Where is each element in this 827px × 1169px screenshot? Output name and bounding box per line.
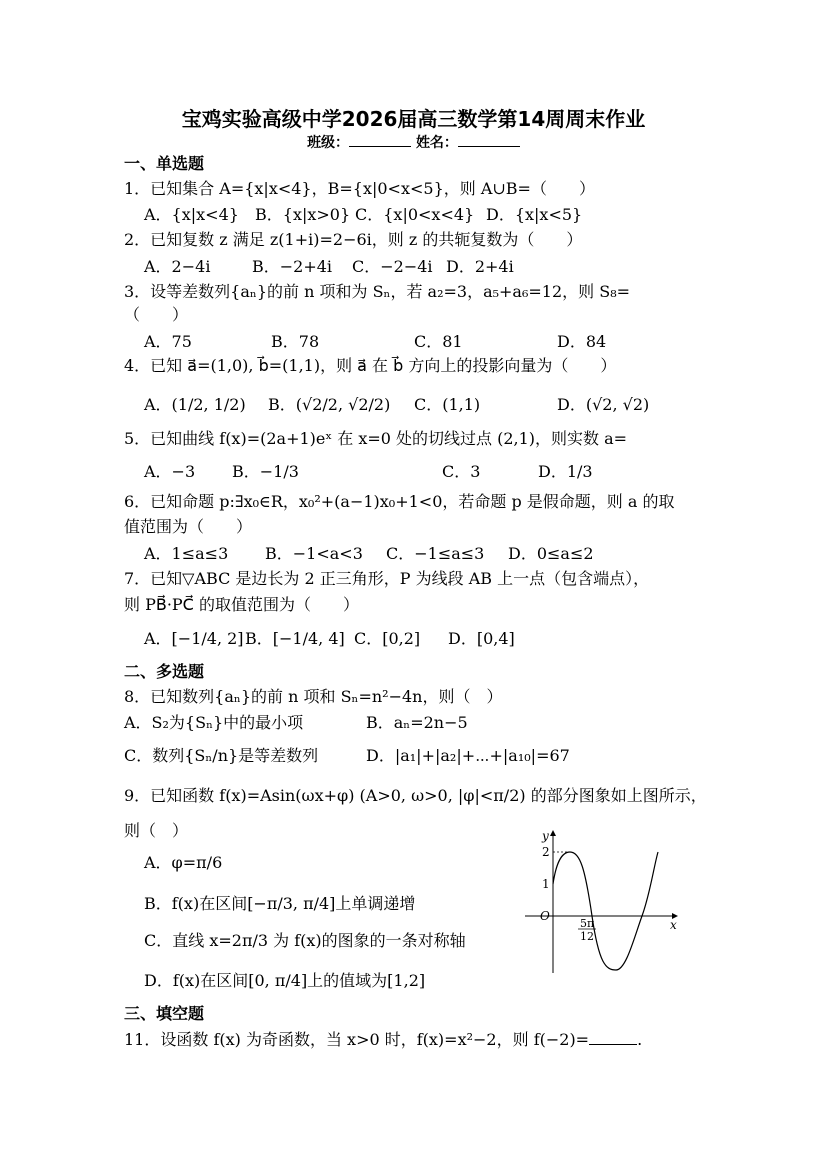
q1-option-b: B．{x|x>0}: [255, 205, 351, 224]
q7-option-d: D．[0,4]: [448, 629, 515, 648]
student-info: [0, 132, 827, 153]
x-axis-label: x: [670, 918, 677, 932]
q3-option-c: C．81: [414, 332, 463, 351]
q4-option-c: C．(1,1): [414, 395, 481, 414]
section-heading-single: 一、单选题: [124, 154, 205, 173]
q3-option-a: A．75: [144, 332, 192, 351]
y-tick-2: 2: [542, 845, 550, 859]
q9-option-d: D．f(x)在区间[0, π/4]上的值域为[1,2]: [144, 971, 426, 990]
name-label: 姓名：: [415, 135, 458, 151]
q8-option-c: C．数列{Sₙ/n}是等差数列: [124, 746, 319, 765]
q5-option-b: B．−1/3: [232, 462, 299, 481]
q9-option-b: B．f(x)在区间[−π/3, π/4]上单调递增: [144, 894, 416, 913]
q6-stem-cont: 值范围为（ ）: [124, 517, 253, 536]
x-tick-numerator: 5π: [580, 917, 595, 930]
page-title: 宝鸡实验高级中学2026届高三数学第14周周末作业: [181, 107, 646, 131]
q8-option-d: D．|a₁|+|a₂|+⋯+|a₁₀|=67: [366, 746, 570, 765]
q1-option-a: A．{x|x<4}: [144, 205, 239, 224]
q1-option-c: C．{x|0<x<4}: [355, 205, 475, 224]
q5-option-a: A．−3: [144, 462, 196, 481]
q9-option-c: C．直线 x=2π/3 为 f(x)的图象的一条对称轴: [144, 931, 466, 950]
q5-option-d: D．1/3: [538, 462, 593, 481]
q6-option-d: D．0≤a≤2: [508, 544, 594, 563]
q7-option-a: A．[−1/4, 2]: [144, 629, 244, 648]
q7-stem: 7．已知▽ABC 是边长为 2 正三角形，P 为线段 AB 上一点（包含端点），: [124, 569, 650, 588]
q3-option-b: B．78: [271, 332, 320, 351]
sine-graph: [520, 828, 680, 978]
q4-option-a: A．(1/2, 1/2): [144, 395, 246, 414]
q4-option-b: B．(√2/2, √2/2): [268, 395, 391, 414]
q2-option-c: C．−2−4i: [352, 257, 433, 276]
y-axis-arrow-icon: [550, 830, 556, 836]
q2-option-d: D．2+4i: [446, 257, 514, 276]
q2-option-b: B．−2+4i: [252, 257, 333, 276]
q11-answer-blank[interactable]: [589, 1030, 637, 1045]
q3-stem-cont: （ ）: [124, 305, 189, 324]
q6-option-b: B．−1<a<3: [265, 544, 363, 563]
q1-stem: 1．已知集合 A={x|x<4}，B={x|0<x<5}，则 A∪B=（ ）: [124, 179, 595, 198]
sine-curve: [553, 852, 658, 970]
q5-option-c: C．3: [442, 462, 481, 481]
q7-option-c: C．[0,2]: [354, 629, 421, 648]
x-tick-denominator: 12: [580, 930, 594, 943]
class-blank[interactable]: [349, 132, 411, 147]
name-blank[interactable]: [458, 132, 520, 147]
q8-option-b: B．aₙ=2n−5: [366, 713, 468, 732]
q6-option-a: A．1≤a≤3: [144, 544, 229, 563]
y-tick-1: 1: [542, 877, 550, 891]
section-heading-multi: 二、多选题: [124, 662, 205, 681]
q11-stem: [124, 1029, 642, 1051]
section-heading-fill: 三、填空题: [124, 1004, 205, 1023]
q3-option-d: D．84: [557, 332, 607, 351]
q9-stem: 9．已知函数 f(x)=Asin(ωx+φ) (A>0, ω>0, |φ|<π/2) 的部分图象如上图所示，: [124, 786, 707, 805]
q2-stem: 2．已知复数 z 满足 z(1+i)=2−6i，则 z 的共轭复数为（ ）: [124, 230, 583, 249]
q6-option-c: C．−1≤a≤3: [386, 544, 485, 563]
q1-option-d: D．{x|x<5}: [486, 205, 583, 224]
q6-stem: 6．已知命题 p:∃x₀∈R，x₀²+(a−1)x₀+1<0，若命题 p 是假命题，则 a 的取: [124, 492, 675, 511]
q7-option-b: B．[−1/4, 4]: [245, 629, 345, 648]
q11-stem-end: .: [637, 1030, 643, 1049]
y-axis-label: y: [542, 829, 549, 843]
q9-option-a: A．φ=π/6: [144, 853, 223, 872]
q7-stem-cont: 则 PB⃗·PC⃗ 的取值范围为（ ）: [124, 595, 359, 614]
q5-stem: 5．已知曲线 f(x)=(2a+1)eˣ 在 x=0 处的切线过点 (2,1)，则实数 a=: [124, 429, 628, 448]
q2-option-a: A．2−4i: [144, 257, 211, 276]
q8-stem: 8．已知数列{aₙ}的前 n 项和 Sₙ=n²−4n，则（ ）: [124, 687, 503, 706]
origin-label: O: [540, 909, 550, 923]
q3-stem: 3．设等差数列{aₙ}的前 n 项和为 Sₙ，若 a₂=3，a₅+a₆=12，则 S₈=: [124, 282, 631, 301]
q4-option-d: D．(√2, √2): [557, 395, 650, 414]
q9-stem-cont: 则（ ）: [124, 821, 189, 840]
q11-stem-text: 11．设函数 f(x) 为奇函数，当 x>0 时，f(x)=x²−2，则 f(−2)=: [124, 1030, 590, 1049]
q8-option-a: A．S₂为{Sₙ}中的最小项: [124, 713, 304, 732]
q4-stem: 4．已知 a⃗=(1,0), b⃗=(1,1)，则 a⃗ 在 b⃗ 方向上的投影向量为（ ）: [124, 356, 617, 375]
class-label: 班级：: [307, 135, 350, 151]
